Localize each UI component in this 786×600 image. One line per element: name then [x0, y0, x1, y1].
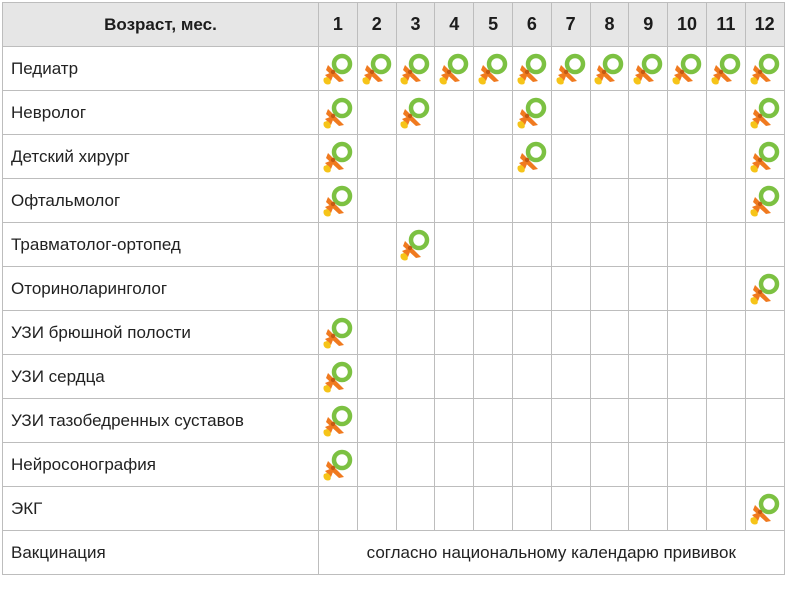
schedule-cell [396, 179, 435, 223]
table-row [3, 223, 785, 267]
schedule-cell [474, 179, 513, 223]
schedule-cell [396, 399, 435, 443]
schedule-cell [590, 267, 629, 311]
schedule-cell [357, 47, 396, 91]
schedule-cell [319, 91, 358, 135]
month-header: 5 [474, 3, 513, 47]
row-label: Офтальмолог [3, 179, 319, 223]
schedule-cell [474, 47, 513, 91]
schedule-cell [551, 179, 590, 223]
schedule-cell [551, 311, 590, 355]
schedule-cell [668, 443, 707, 487]
schedule-cell [396, 223, 435, 267]
schedule-cell [396, 47, 435, 91]
schedule-cell [706, 267, 745, 311]
schedule-cell [319, 311, 358, 355]
age-header: Возраст, мес. [3, 3, 319, 47]
table-row [3, 135, 785, 179]
row-label: Педиатр [3, 47, 319, 91]
pacifier-icon [514, 95, 550, 131]
schedule-cell [668, 487, 707, 531]
schedule-cell [590, 399, 629, 443]
schedule-cell [512, 311, 551, 355]
schedule-cell [435, 223, 474, 267]
pacifier-icon [436, 51, 472, 87]
schedule-cell [706, 443, 745, 487]
schedule-cell [706, 487, 745, 531]
pacifier-icon [475, 51, 511, 87]
vaccination-note: согласно национальному календарю прививок [319, 531, 785, 575]
pacifier-icon [591, 51, 627, 87]
pacifier-icon [669, 51, 705, 87]
schedule-cell [668, 47, 707, 91]
schedule-cell [590, 311, 629, 355]
schedule-cell [668, 355, 707, 399]
schedule-cell [590, 179, 629, 223]
schedule-cell [396, 267, 435, 311]
schedule-cell [396, 487, 435, 531]
schedule-cell [435, 443, 474, 487]
schedule-cell [319, 399, 358, 443]
schedule-cell [357, 223, 396, 267]
schedule-cell [357, 443, 396, 487]
pacifier-icon [397, 51, 433, 87]
schedule-cell [357, 91, 396, 135]
month-header: 12 [745, 3, 784, 47]
vaccination-label: Вакцинация [3, 531, 319, 575]
table-row [3, 443, 785, 487]
table-row [3, 399, 785, 443]
pacifier-icon [397, 95, 433, 131]
schedule-cell [512, 355, 551, 399]
schedule-cell [629, 267, 668, 311]
schedule-cell [629, 399, 668, 443]
schedule-cell [512, 267, 551, 311]
schedule-cell [319, 179, 358, 223]
pacifier-icon [320, 315, 356, 351]
pacifier-icon [320, 447, 356, 483]
schedule-cell [629, 47, 668, 91]
schedule-cell [668, 399, 707, 443]
schedule-cell [512, 47, 551, 91]
schedule-cell [319, 223, 358, 267]
schedule-cell [551, 135, 590, 179]
table-row [3, 47, 785, 91]
schedule-cell [745, 267, 784, 311]
schedule-cell [629, 443, 668, 487]
schedule-cell [590, 355, 629, 399]
schedule-cell [435, 399, 474, 443]
table-row [3, 311, 785, 355]
schedule-cell [435, 355, 474, 399]
schedule-cell [590, 47, 629, 91]
schedule-cell [706, 399, 745, 443]
vaccination-row [3, 531, 785, 575]
schedule-cell [668, 135, 707, 179]
schedule-cell [629, 311, 668, 355]
schedule-cell [551, 91, 590, 135]
schedule-cell [357, 487, 396, 531]
row-label: Травматолог-ортопед [3, 223, 319, 267]
schedule-cell [474, 311, 513, 355]
pacifier-icon [320, 95, 356, 131]
month-header: 6 [512, 3, 551, 47]
pacifier-icon [514, 139, 550, 175]
pacifier-icon [514, 51, 550, 87]
schedule-cell [706, 135, 745, 179]
schedule-cell [512, 135, 551, 179]
pacifier-icon [747, 51, 783, 87]
schedule-cell [435, 179, 474, 223]
schedule-cell [745, 355, 784, 399]
schedule-cell [668, 311, 707, 355]
pacifier-icon [630, 51, 666, 87]
schedule-cell [629, 355, 668, 399]
schedule-cell [745, 223, 784, 267]
row-label: ЭКГ [3, 487, 319, 531]
schedule-cell [745, 399, 784, 443]
schedule-cell [435, 487, 474, 531]
pacifier-icon [320, 183, 356, 219]
schedule-cell [319, 487, 358, 531]
schedule-cell [435, 135, 474, 179]
row-label: УЗИ сердца [3, 355, 319, 399]
schedule-cell [745, 135, 784, 179]
schedule-cell [745, 443, 784, 487]
schedule-cell [629, 179, 668, 223]
pacifier-icon [320, 139, 356, 175]
schedule-cell [357, 179, 396, 223]
schedule-cell [319, 47, 358, 91]
table-row [3, 91, 785, 135]
schedule-cell [706, 311, 745, 355]
schedule-cell [357, 311, 396, 355]
schedule-cell [668, 91, 707, 135]
row-label: УЗИ тазобедренных суставов [3, 399, 319, 443]
schedule-cell [357, 267, 396, 311]
schedule-cell [706, 223, 745, 267]
checkup-schedule-table [2, 2, 785, 575]
schedule-cell [396, 355, 435, 399]
pacifier-icon [320, 359, 356, 395]
schedule-cell [474, 223, 513, 267]
schedule-cell [590, 223, 629, 267]
schedule-cell [435, 91, 474, 135]
pacifier-icon [747, 183, 783, 219]
schedule-cell [590, 135, 629, 179]
schedule-cell [435, 267, 474, 311]
month-header: 7 [551, 3, 590, 47]
schedule-cell [435, 47, 474, 91]
schedule-cell [512, 487, 551, 531]
pacifier-icon [359, 51, 395, 87]
schedule-cell [551, 47, 590, 91]
schedule-cell [396, 443, 435, 487]
month-header: 4 [435, 3, 474, 47]
schedule-cell [512, 443, 551, 487]
month-header: 2 [357, 3, 396, 47]
schedule-cell [551, 355, 590, 399]
header-row [3, 3, 785, 47]
schedule-cell [435, 311, 474, 355]
month-header: 3 [396, 3, 435, 47]
schedule-cell [319, 443, 358, 487]
pacifier-icon [747, 491, 783, 527]
schedule-cell [745, 91, 784, 135]
schedule-cell [551, 487, 590, 531]
schedule-cell [357, 355, 396, 399]
schedule-cell [319, 355, 358, 399]
pacifier-icon [747, 95, 783, 131]
schedule-cell [319, 135, 358, 179]
schedule-cell [551, 223, 590, 267]
schedule-cell [745, 47, 784, 91]
table-row [3, 179, 785, 223]
month-header: 8 [590, 3, 629, 47]
row-label: Нейросонография [3, 443, 319, 487]
schedule-cell [474, 487, 513, 531]
schedule-cell [357, 135, 396, 179]
schedule-cell [396, 91, 435, 135]
schedule-cell [629, 91, 668, 135]
schedule-cell [668, 267, 707, 311]
table-row [3, 487, 785, 531]
schedule-cell [512, 179, 551, 223]
schedule-cell [590, 443, 629, 487]
schedule-cell [512, 399, 551, 443]
schedule-cell [396, 135, 435, 179]
schedule-cell [745, 487, 784, 531]
row-label: Детский хирург [3, 135, 319, 179]
month-header: 11 [706, 3, 745, 47]
row-label: Невролог [3, 91, 319, 135]
schedule-cell [357, 399, 396, 443]
schedule-cell [474, 267, 513, 311]
table-row [3, 355, 785, 399]
month-header: 9 [629, 3, 668, 47]
schedule-cell [396, 311, 435, 355]
schedule-cell [706, 47, 745, 91]
schedule-cell [512, 91, 551, 135]
month-header: 10 [668, 3, 707, 47]
schedule-cell [745, 179, 784, 223]
pacifier-icon [397, 227, 433, 263]
schedule-cell [668, 179, 707, 223]
row-label: УЗИ брюшной полости [3, 311, 319, 355]
pacifier-icon [708, 51, 744, 87]
schedule-cell [629, 135, 668, 179]
schedule-cell [706, 91, 745, 135]
schedule-cell [551, 443, 590, 487]
schedule-cell [319, 267, 358, 311]
schedule-cell [629, 487, 668, 531]
schedule-cell [745, 311, 784, 355]
pacifier-icon [553, 51, 589, 87]
schedule-cell [629, 223, 668, 267]
schedule-cell [668, 223, 707, 267]
schedule-cell [590, 487, 629, 531]
schedule-cell [706, 179, 745, 223]
month-header: 1 [319, 3, 358, 47]
schedule-cell [590, 91, 629, 135]
pacifier-icon [320, 51, 356, 87]
schedule-cell [474, 443, 513, 487]
schedule-cell [474, 355, 513, 399]
pacifier-icon [320, 403, 356, 439]
pacifier-icon [747, 271, 783, 307]
schedule-cell [474, 399, 513, 443]
schedule-cell [551, 267, 590, 311]
schedule-cell [512, 223, 551, 267]
schedule-cell [474, 135, 513, 179]
schedule-cell [474, 91, 513, 135]
schedule-cell [706, 355, 745, 399]
pacifier-icon [747, 139, 783, 175]
table-row [3, 267, 785, 311]
schedule-cell [551, 399, 590, 443]
row-label: Оториноларинголог [3, 267, 319, 311]
